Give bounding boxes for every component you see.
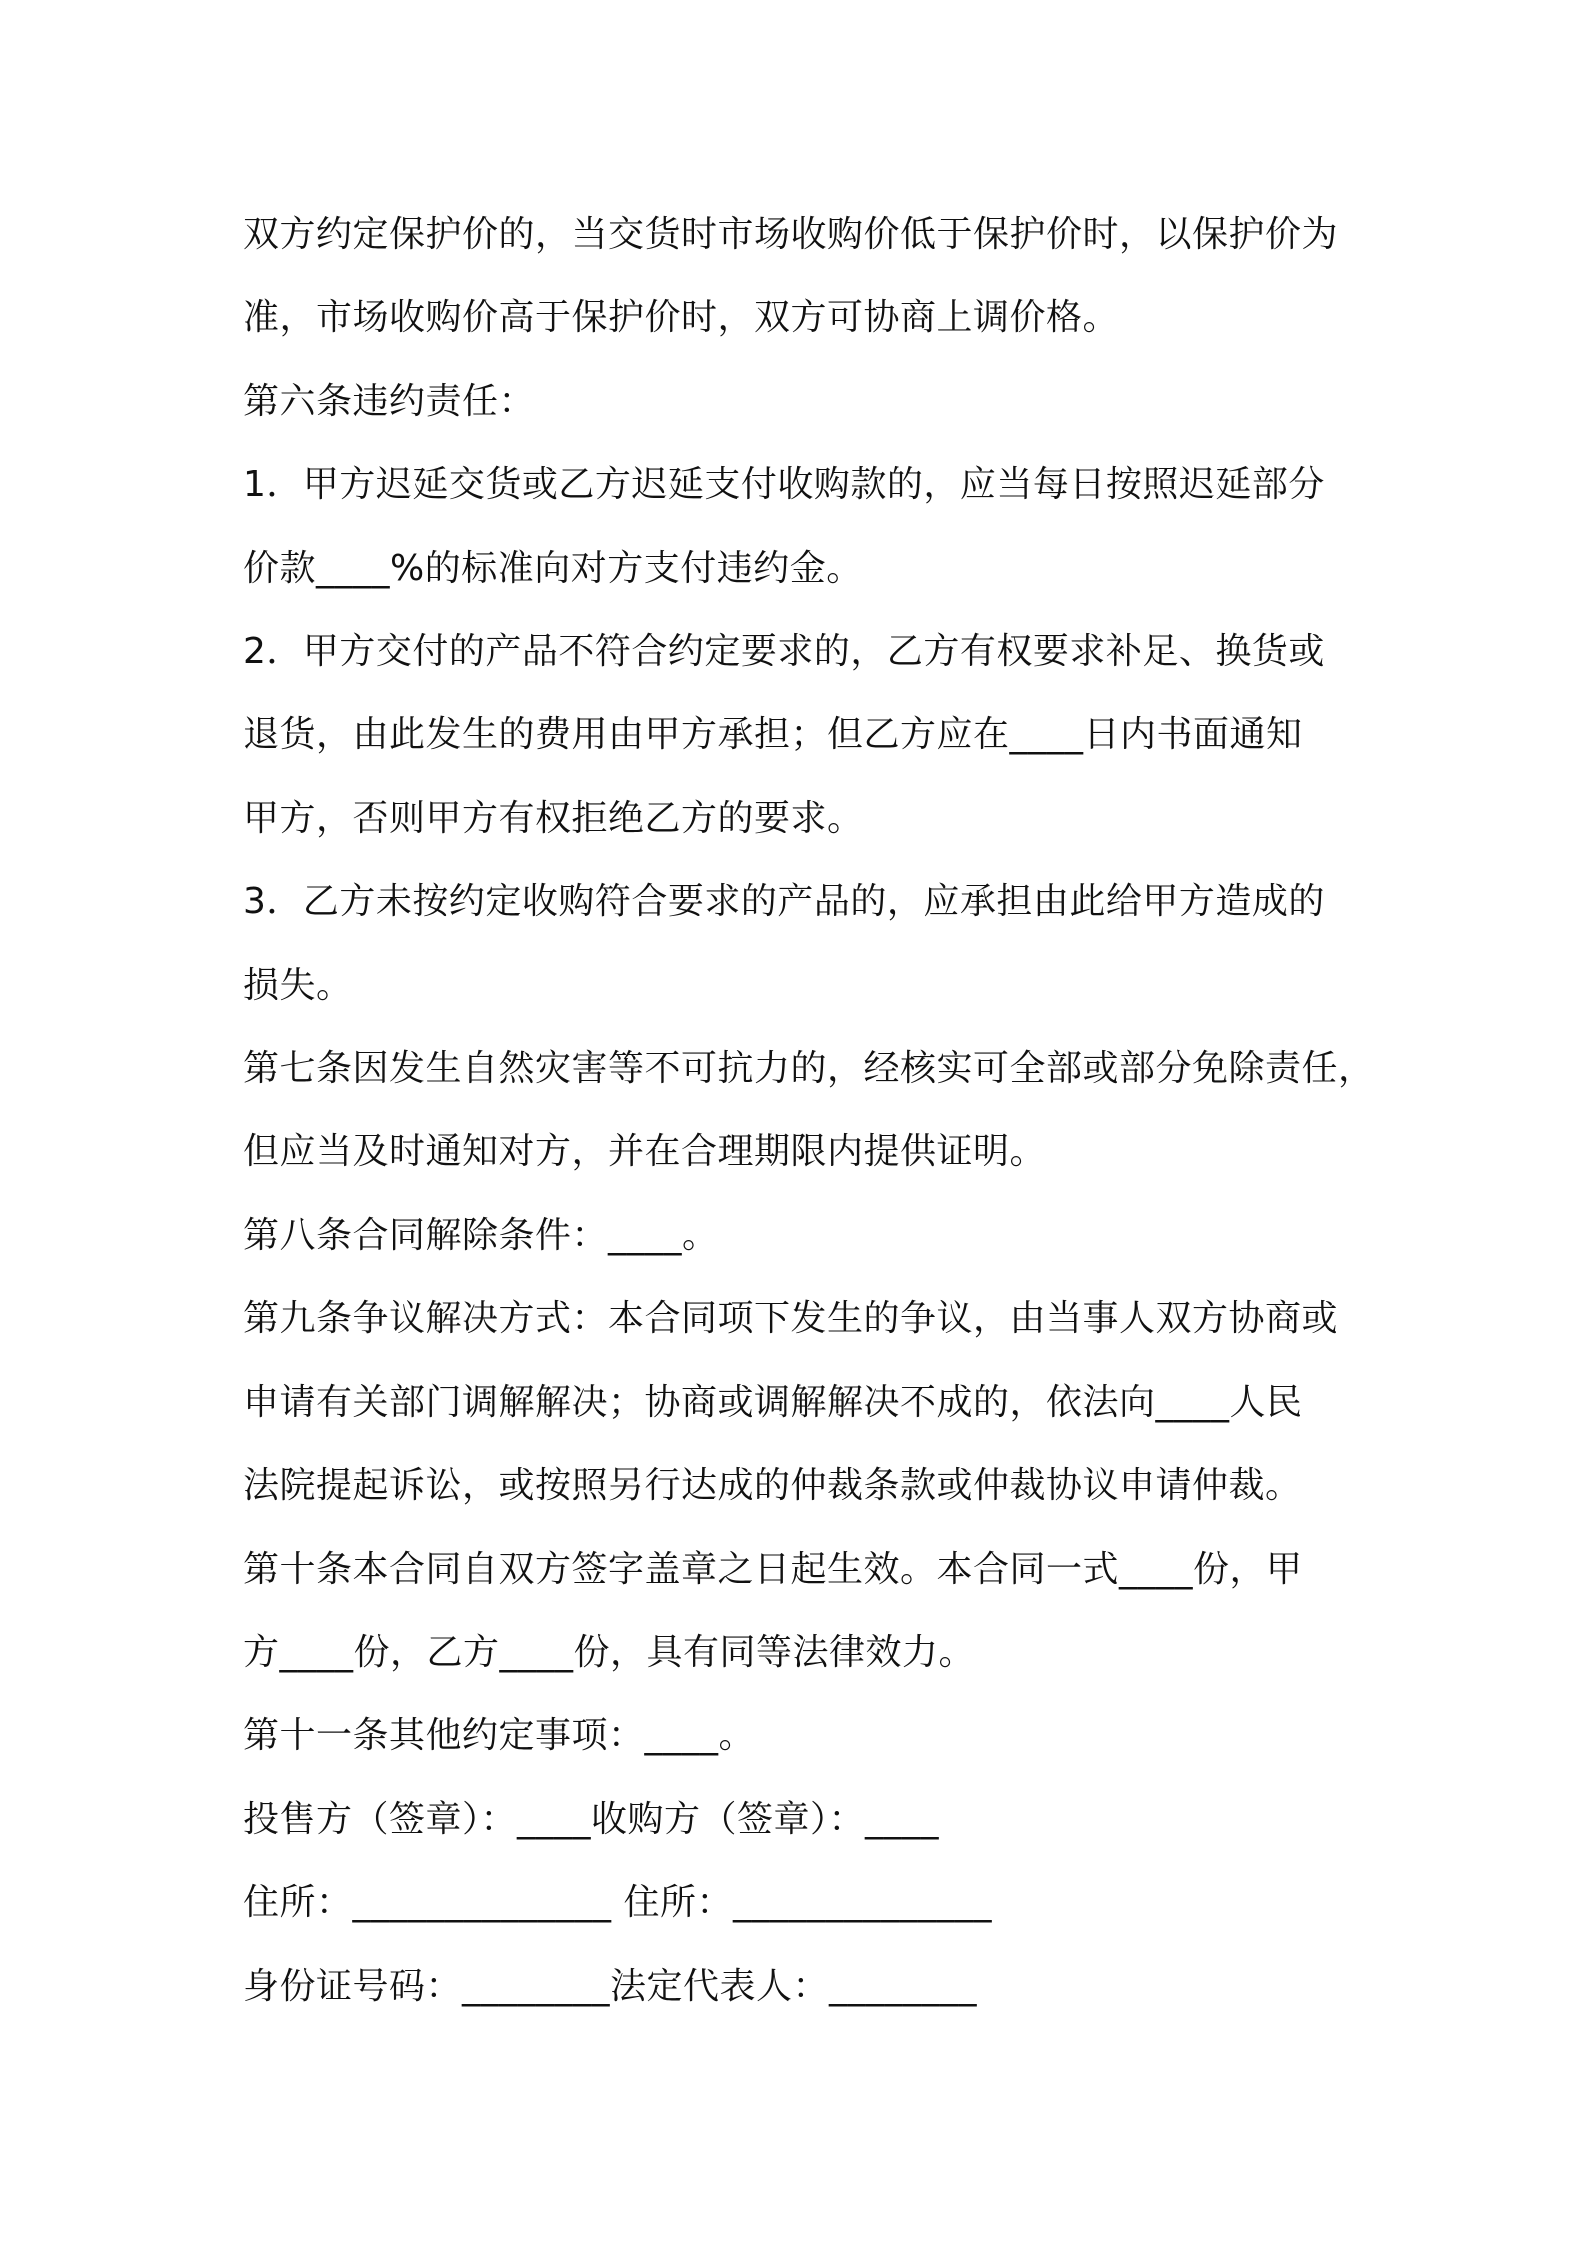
article-6-item-2 (243, 610, 1358, 860)
text-line: 3．乙方未按约定收购符合要求的产品的，应承担由此给甲方造成的 (243, 881, 1325, 923)
id-representative-line (243, 1945, 1358, 2028)
text-line: 准，市场收购价高于保护价时，双方可协商上调价格。 (243, 297, 1120, 339)
text-line: 申请有关部门调解解决；协商或调解解决不成的，依法向____人民 (243, 1381, 1303, 1423)
article-6-heading (243, 360, 1358, 443)
text-line: 身份证号码：________法定代表人：________ (243, 1965, 978, 2007)
article-8 (243, 1194, 1358, 1277)
text-line: 损失。 (243, 964, 353, 1006)
article-7 (243, 1027, 1375, 1194)
text-line: 投售方（签章）：____收购方（签章）：____ (243, 1798, 940, 1840)
text-line: 法院提起诉讼，或按照另行达成的仲裁条款或仲裁协议申请仲裁。 (243, 1465, 1302, 1507)
text-line: 第九条争议解决方式：本合同项下发生的争议，由当事人双方协商或 (243, 1298, 1339, 1340)
text-line: 第十条本合同自双方签字盖章之日起生效。本合同一式____份，甲 (243, 1548, 1303, 1590)
text-line: 退货，由此发生的费用由甲方承担；但乙方应在____日内书面通知 (243, 714, 1303, 756)
text-line: 双方约定保护价的，当交货时市场收购价低于保护价时，以保护价为 (243, 214, 1339, 255)
text-line: 第七条因发生自然灾害等不可抗力的，经核实可全部或部分免除责任， (243, 1048, 1375, 1090)
text-line: 甲方，否则甲方有权拒绝乙方的要求。 (243, 797, 864, 839)
text-line: 第六条违约责任： (243, 380, 536, 422)
article-6-item-1 (243, 443, 1358, 610)
text-line: 但应当及时通知对方，并在合理期限内提供证明。 (243, 1131, 1047, 1173)
text-line: 价款____%的标准向对方支付违约金。 (243, 547, 863, 589)
text-line: 1．甲方迟延交货或乙方迟延支付收购款的，应当每日按照迟延部分 (243, 464, 1325, 506)
text-line: 方____份，乙方____份，具有同等法律效力。 (243, 1631, 976, 1673)
article-11 (243, 1694, 1358, 1777)
article-9 (243, 1277, 1358, 1527)
article-10 (243, 1528, 1358, 1695)
article-6-item-3 (243, 860, 1358, 1027)
contract-text (243, 193, 1375, 2028)
text-line: 第十一条其他约定事项：____。 (243, 1715, 756, 1757)
text-line: 2．甲方交付的产品不符合约定要求的，乙方有权要求补足、换货或 (243, 631, 1325, 673)
text-line: 住所：______________ 住所：______________ (243, 1882, 992, 1924)
signature-line (243, 1778, 1358, 1861)
address-line (243, 1861, 1358, 1944)
text-line: 第八条合同解除条件：____。 (243, 1214, 719, 1256)
paragraph-protection-price (243, 193, 1358, 360)
